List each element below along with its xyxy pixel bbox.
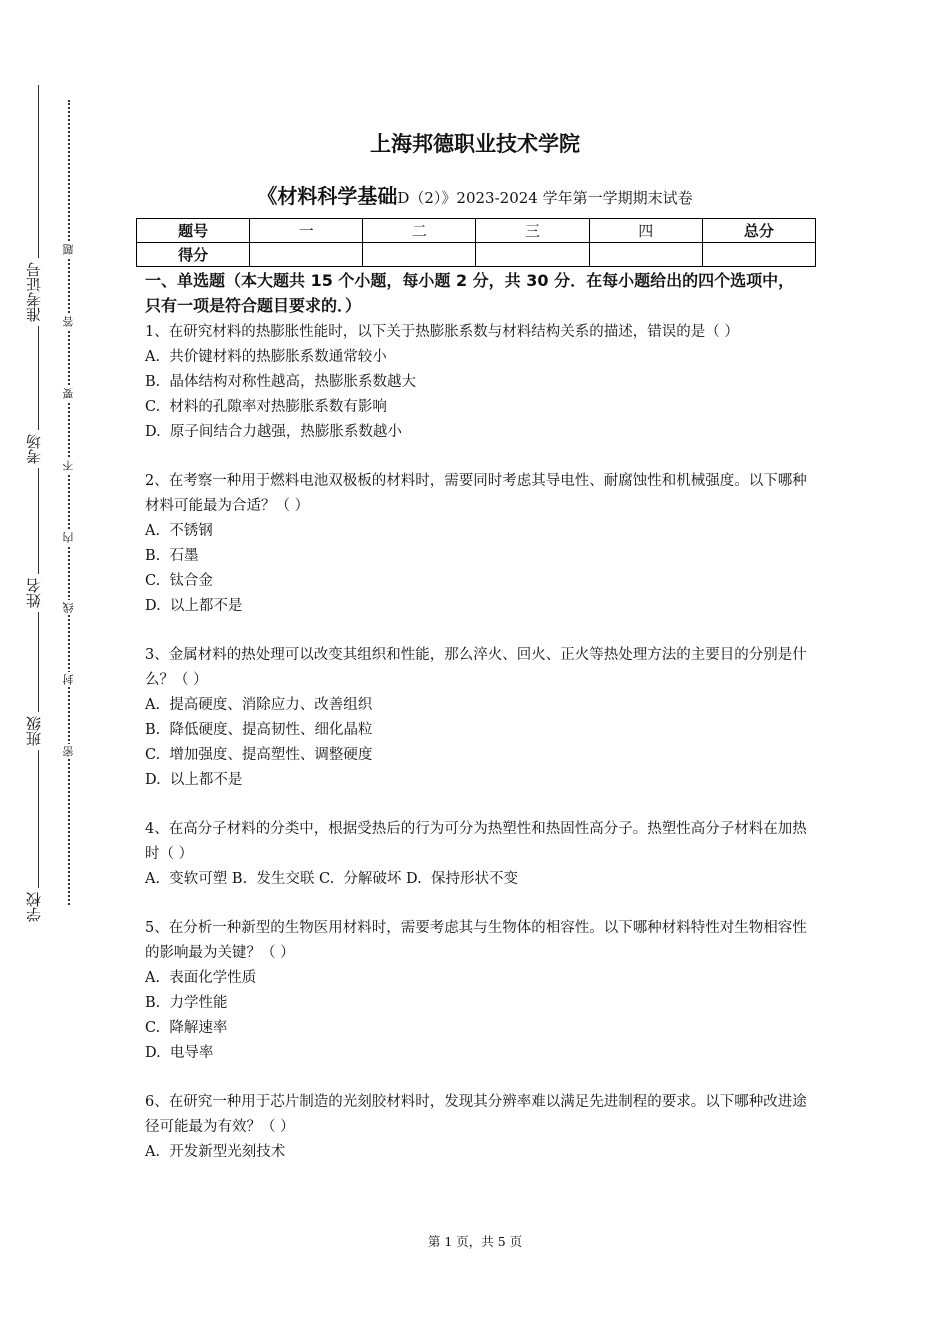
score-cell	[250, 243, 363, 267]
option-a: A. 不锈钢	[145, 523, 213, 539]
question-text: 3、金属材料的热处理可以改变其组织和性能，那么淬火、回火、正火等热处理方法的主要目的分别是什么？（ ）	[145, 647, 807, 688]
seal-char: 要	[62, 388, 75, 399]
exam-content	[145, 268, 810, 1189]
question-text: 1、在研究材料的热膨胀性能时，以下关于热膨胀系数与材料结构关系的描述，错误的是（ ）	[145, 324, 739, 340]
score-cell	[702, 243, 815, 267]
seal-char: 答	[62, 316, 75, 327]
option-c: C. 降解速率	[145, 1020, 228, 1036]
school-name: 上海邦德职业技术学院	[370, 132, 580, 156]
option-a: A. 共价键材料的热膨胀系数通常较小	[145, 349, 387, 365]
binding-dotted-line	[68, 100, 70, 905]
question-text: 4、在高分子材料的分类中，根据受热后的行为可分为热塑性和热固性高分子。热塑性高分子材料在加热时（ ）	[145, 821, 807, 862]
score-header-cell: 三	[476, 219, 589, 243]
option-a: A. 提高硬度、消除应力、改善组织	[145, 697, 373, 713]
binding-label-class: 班级	[22, 712, 46, 750]
option-d: D. 原子间结合力越强，热膨胀系数越小	[145, 424, 402, 440]
option-d: D. 电导率	[145, 1045, 214, 1061]
exam-title	[0, 180, 950, 209]
exam-title-rest: D（2）》2023-2024 学年第一学期期末试卷	[397, 189, 693, 207]
score-header-cell: 总分	[702, 219, 815, 243]
score-cell	[363, 243, 476, 267]
option-b: B. 力学性能	[145, 995, 228, 1011]
score-cell	[589, 243, 702, 267]
seal-char: 内	[62, 532, 75, 543]
score-header-cell: 四	[589, 219, 702, 243]
score-header-cell: 题号	[137, 219, 250, 243]
question-text: 5、在分析一种新型的生物医用材料时，需要考虑其与生物体的相容性。以下哪种材料特性对生物相容性的影响最为关键？（ ）	[145, 920, 807, 961]
score-cell	[476, 243, 589, 267]
option-b: B. 降低硬度、提高韧性、细化晶粒	[145, 722, 373, 738]
course-name: 《材料科学基础	[257, 184, 398, 208]
seal-char: 密	[62, 746, 75, 757]
question-2	[145, 469, 810, 619]
score-header-cell: 一	[250, 219, 363, 243]
question-text: 2、在考察一种用于燃料电池双极板的材料时，需要同时考虑其导电性、耐腐蚀性和机械强度。以下哪种材料可能最为合适？（ ）	[145, 473, 807, 514]
option-d: D. 以上都不是	[145, 772, 243, 788]
option-a: A. 开发新型光刻技术	[145, 1144, 286, 1160]
seal-char: 线	[62, 602, 75, 613]
binding-label-school: 学校	[22, 888, 46, 926]
seal-char: 不	[62, 460, 75, 471]
binding-label-exam-room: 考场	[22, 430, 46, 468]
options-inline: A. 变软可塑 B. 发生交联 C. 分解破坏 D. 保持形状不变	[145, 871, 518, 887]
score-table-header-row	[137, 219, 816, 243]
binding-label-name: 姓名	[22, 574, 46, 612]
binding-solid-line	[38, 85, 39, 925]
score-header-cell: 二	[363, 219, 476, 243]
question-6	[145, 1090, 810, 1165]
option-c: C. 钛合金	[145, 573, 213, 589]
question-5	[145, 916, 810, 1066]
binding-label-admission-no: 准考证号	[22, 258, 46, 326]
page-footer: 第 1 页，共 5 页	[427, 1234, 523, 1249]
question-4	[145, 817, 810, 892]
option-b: B. 晶体结构对称性越高，热膨胀系数越大	[145, 374, 416, 390]
option-d: D. 以上都不是	[145, 598, 243, 614]
question-text: 6、在研究一种用于芯片制造的光刻胶材料时，发现其分辨率难以满足先进制程的要求。以下哪种改进途径可能最为有效？（ ）	[145, 1094, 807, 1135]
option-c: C. 增加强度、提高塑性、调整硬度	[145, 747, 373, 763]
option-a: A. 表面化学性质	[145, 970, 257, 986]
seal-char: 题	[62, 244, 75, 255]
score-table-score-row	[137, 243, 816, 267]
option-b: B. 石墨	[145, 548, 199, 564]
option-c: C. 材料的孔隙率对热膨胀系数有影响	[145, 399, 387, 415]
score-row-label: 得分	[137, 243, 250, 267]
score-table	[136, 218, 816, 267]
seal-char: 封	[62, 674, 75, 685]
question-1	[145, 320, 810, 445]
question-3	[145, 643, 810, 793]
section-title: 一、单选题（本大题共 15 个小题，每小题 2 分，共 30 分．在每小题给出的四个选项中，只有一项是符合题目要求的．）	[145, 271, 795, 315]
